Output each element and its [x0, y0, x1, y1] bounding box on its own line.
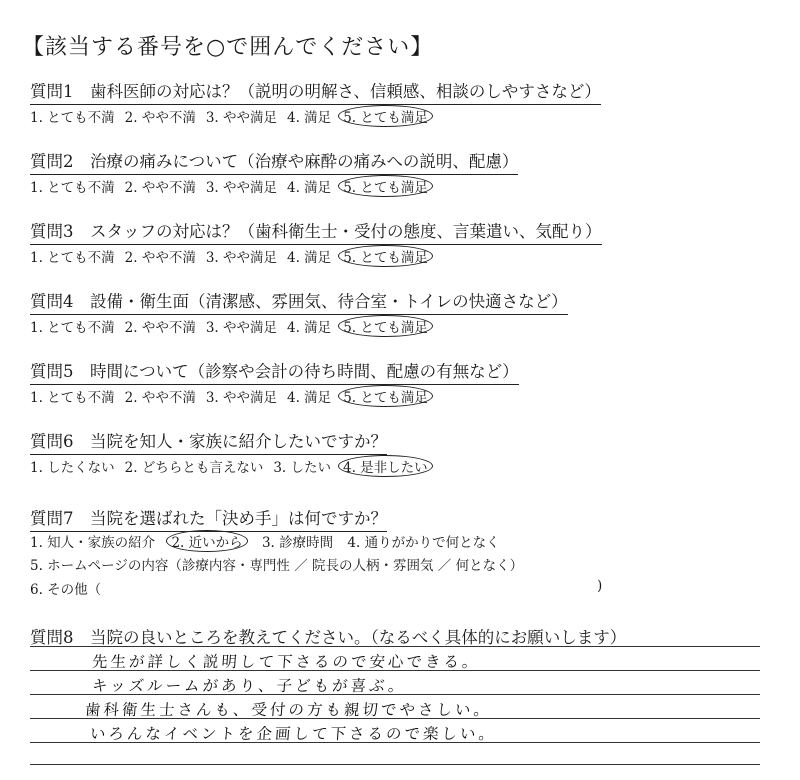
handwritten-answer: いろんなイベントを企画して下さるので楽しい。 — [89, 725, 498, 743]
q6-heading: 質問6 当院を知人・家族に紹介したいですか？ — [30, 428, 387, 455]
q6-option-3[interactable]: 3. したい — [273, 460, 332, 476]
q2-option-3[interactable]: 3. やや満足 — [205, 180, 278, 196]
q3-option-1[interactable]: 1. とても不満 — [30, 250, 115, 266]
page-title: 【該当する番号を○で囲んでください】 — [22, 35, 434, 60]
selected-circle: 5. とても満足 — [338, 175, 433, 197]
q8-heading: 質問8 当院の良いところを教えてください。（なるべく具体的にお願いします） — [30, 628, 627, 647]
handwritten-answer: 歯科衛生士さんも、受付の方も親切でやさしい。 — [84, 701, 493, 719]
q3-options — [30, 245, 443, 267]
q1-option-1[interactable]: 1. とても不満 — [30, 110, 115, 126]
selected-circle: 5. とても満足 — [338, 105, 433, 127]
q4-option-3[interactable]: 3. やや満足 — [205, 320, 278, 336]
q7-option-5[interactable]: 5. ホームページの内容（診療内容・専門性 ／ 院長の人柄・雰囲気 ／ 何となく） — [30, 558, 524, 574]
q3-heading: 質問3 スタッフの対応は？（歯科衛生士・受付の態度、言葉遣い、気配り） — [30, 218, 602, 245]
q2-option-1[interactable]: 1. とても不満 — [30, 180, 115, 196]
q5-heading: 質問5 時間について（診察や会計の待ち時間、配慮の有無など） — [30, 358, 519, 385]
q4-options — [30, 315, 443, 337]
q7-row1 — [30, 530, 510, 552]
q6-option-2[interactable]: 2. どちらとも言えない — [124, 460, 264, 476]
q1-option-2[interactable]: 2. やや不満 — [124, 110, 196, 126]
q2-option-4[interactable]: 4. 満足 — [287, 180, 332, 196]
selected-circle: 4. 是非したい — [338, 455, 433, 477]
selected-circle: 5. とても満足 — [338, 245, 433, 267]
q5-option-5[interactable] — [341, 385, 433, 407]
q7-option-3[interactable]: 3. 診療時間 — [261, 535, 334, 551]
q2-option-2[interactable]: 2. やや不満 — [124, 180, 196, 196]
q2-options — [30, 175, 443, 197]
q1-options — [30, 105, 443, 127]
q4-option-4[interactable]: 4. 満足 — [287, 320, 332, 336]
selected-circle: 5. とても満足 — [338, 385, 433, 407]
q5-option-4[interactable]: 4. 満足 — [287, 390, 332, 406]
q3-option-3[interactable]: 3. やや満足 — [205, 250, 278, 266]
q4-option-1[interactable]: 1. とても不満 — [30, 320, 115, 336]
q4-heading: 質問4 設備・衛生面（清潔感、雰囲気、待合室・トイレの快適さなど） — [30, 288, 568, 315]
handwritten-answer: キッズルームがあり、子どもが喜ぶ。 — [91, 677, 408, 695]
q1-option-5[interactable] — [341, 105, 433, 127]
q3-option-5[interactable] — [341, 245, 433, 267]
q6-option-4[interactable] — [341, 455, 433, 477]
q4-option-5[interactable] — [341, 315, 433, 337]
q7-option-1[interactable]: 1. 知人・家族の紹介 — [30, 535, 156, 551]
q6-options — [30, 455, 443, 477]
q7-option-6[interactable]: 6. その他（ — [30, 582, 102, 598]
q1-option-4[interactable]: 4. 満足 — [287, 110, 332, 126]
q7-option-2[interactable] — [169, 530, 247, 552]
selected-circle: 5. とても満足 — [338, 315, 433, 337]
q5-options — [30, 385, 443, 407]
q7-option-4[interactable]: 4. 通りがかりで何となく — [347, 535, 500, 551]
q5-option-2[interactable]: 2. やや不満 — [124, 390, 196, 406]
q1-heading: 質問1 歯科医師の対応は？（説明の明解さ、信頼感、相談のしやすさなど） — [30, 78, 601, 105]
selected-circle: 2. 近いから — [166, 530, 247, 552]
handwritten-answer: 先生が詳しく説明して下さるので安心できる。 — [91, 653, 482, 671]
q4-option-2[interactable]: 2. やや不満 — [124, 320, 196, 336]
q7-option-6-close: ) — [597, 578, 603, 594]
answer-line — [30, 764, 760, 765]
q5-option-1[interactable]: 1. とても不満 — [30, 390, 115, 406]
q5-option-3[interactable]: 3. やや満足 — [205, 390, 278, 406]
q7-heading: 質問7 当院を選ばれた「決め手」は何ですか？ — [30, 505, 387, 532]
q2-heading: 質問2 治療の痛みについて（治療や麻酔の痛みへの説明、配慮） — [30, 148, 518, 175]
q2-option-5[interactable] — [341, 175, 433, 197]
answer-line — [30, 646, 760, 647]
q1-option-3[interactable]: 3. やや満足 — [205, 110, 278, 126]
q6-option-1[interactable]: 1. したくない — [30, 460, 115, 476]
q3-option-4[interactable]: 4. 満足 — [287, 250, 332, 266]
q3-option-2[interactable]: 2. やや不満 — [124, 250, 196, 266]
